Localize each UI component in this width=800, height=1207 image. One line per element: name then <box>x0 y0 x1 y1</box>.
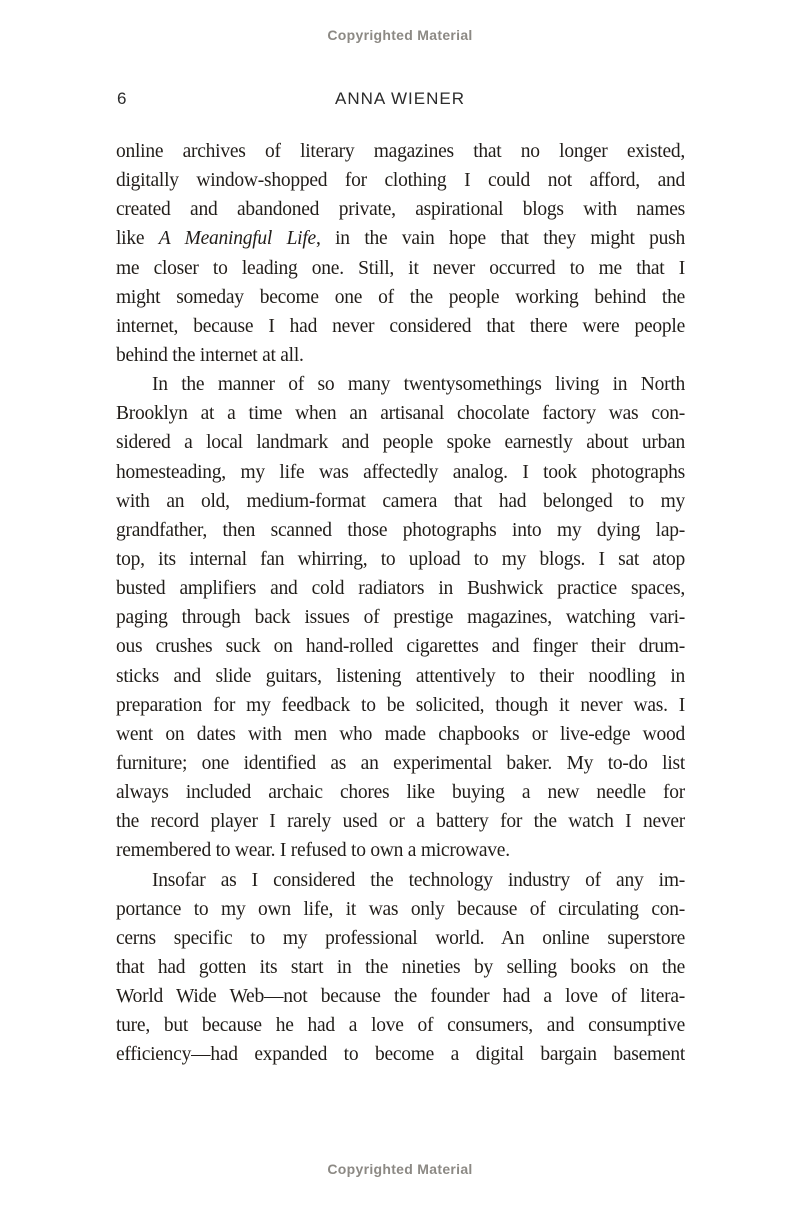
body-line: that had gotten its start in the nineties by selling books on the <box>116 956 685 978</box>
body-line: the record player I rarely used or a battery for the watch I never <box>116 811 685 833</box>
body-line-segment: like <box>116 228 159 250</box>
page-number: 6 <box>117 89 127 108</box>
running-header-author: ANNA WIENER <box>334 89 466 108</box>
body-line: created and abandoned private, aspirational blogs with names <box>116 199 685 221</box>
body-line: always included archaic chores like buying a new needle for <box>116 782 685 804</box>
body-line: remembered to wear. I refused to own a microwave. <box>116 840 510 862</box>
body-line-segment: , in the vain hope that they might push <box>315 228 685 250</box>
body-line: portance to my own life, it was only because of circulating con- <box>116 898 685 920</box>
body-line: paging through back issues of prestige magazines, watching vari- <box>116 607 685 629</box>
body-line: World Wide Web—not because the founder had a love of litera- <box>116 986 685 1008</box>
body-line: efficiency—had expanded to become a digital bargain basement <box>116 1044 685 1066</box>
body-line: grandfather, then scanned those photographs into my dying lap- <box>116 519 685 541</box>
body-line: digitally window-shopped for clothing I could not afford, and <box>116 170 685 192</box>
copyright-notice-bottom: Copyrighted Material <box>327 1161 473 1177</box>
body-line: sticks and slide guitars, listening attentively to their noodling in <box>116 665 685 687</box>
body-line: sidered a local landmark and people spoke earnestly about urban <box>116 432 685 454</box>
body-line: might someday become one of the people working behind the <box>116 286 685 308</box>
body-line: top, its internal fan whirring, to upload to my blogs. I sat atop <box>116 548 685 570</box>
body-line: behind the internet at all. <box>116 344 304 366</box>
body-line: Insofar as I considered the technology industry of any im- <box>152 869 685 891</box>
body-line: me closer to leading one. Still, it never occurred to me that I <box>116 257 685 279</box>
body-line: homesteading, my life was affectedly analog. I took photographs <box>116 461 685 483</box>
body-line: busted amplifiers and cold radiators in Bushwick practice spaces, <box>116 578 685 600</box>
body-line: went on dates with men who made chapbooks or live-edge wood <box>116 723 685 745</box>
body-line: cerns specific to my professional world. An online superstore <box>116 927 685 949</box>
body-text <box>116 137 685 1070</box>
body-line: with an old, medium-format camera that had belonged to my <box>116 490 685 512</box>
body-line: online archives of literary magazines that no longer existed, <box>116 141 685 162</box>
copyright-notice-top: Copyrighted Material <box>327 27 473 43</box>
body-line: Brooklyn at a time when an artisanal chocolate factory was con- <box>116 403 685 425</box>
body-line: preparation for my feedback to be solicited, though it never was. I <box>116 694 685 716</box>
body-line: internet, because I had never considered that there were people <box>116 315 685 337</box>
body-line: In the manner of so many twentysomethings living in North <box>152 374 685 396</box>
body-line: ture, but because he had a love of consumers, and consumptive <box>116 1015 685 1037</box>
body-line: furniture; one identified as an experimental baker. My to-do list <box>116 752 685 774</box>
running-header <box>0 89 800 109</box>
body-line: ous crushes suck on hand-rolled cigarettes and finger their drum- <box>116 636 685 658</box>
body-line <box>116 224 685 253</box>
blog-title-italic: A Meaningful Life <box>158 228 316 250</box>
